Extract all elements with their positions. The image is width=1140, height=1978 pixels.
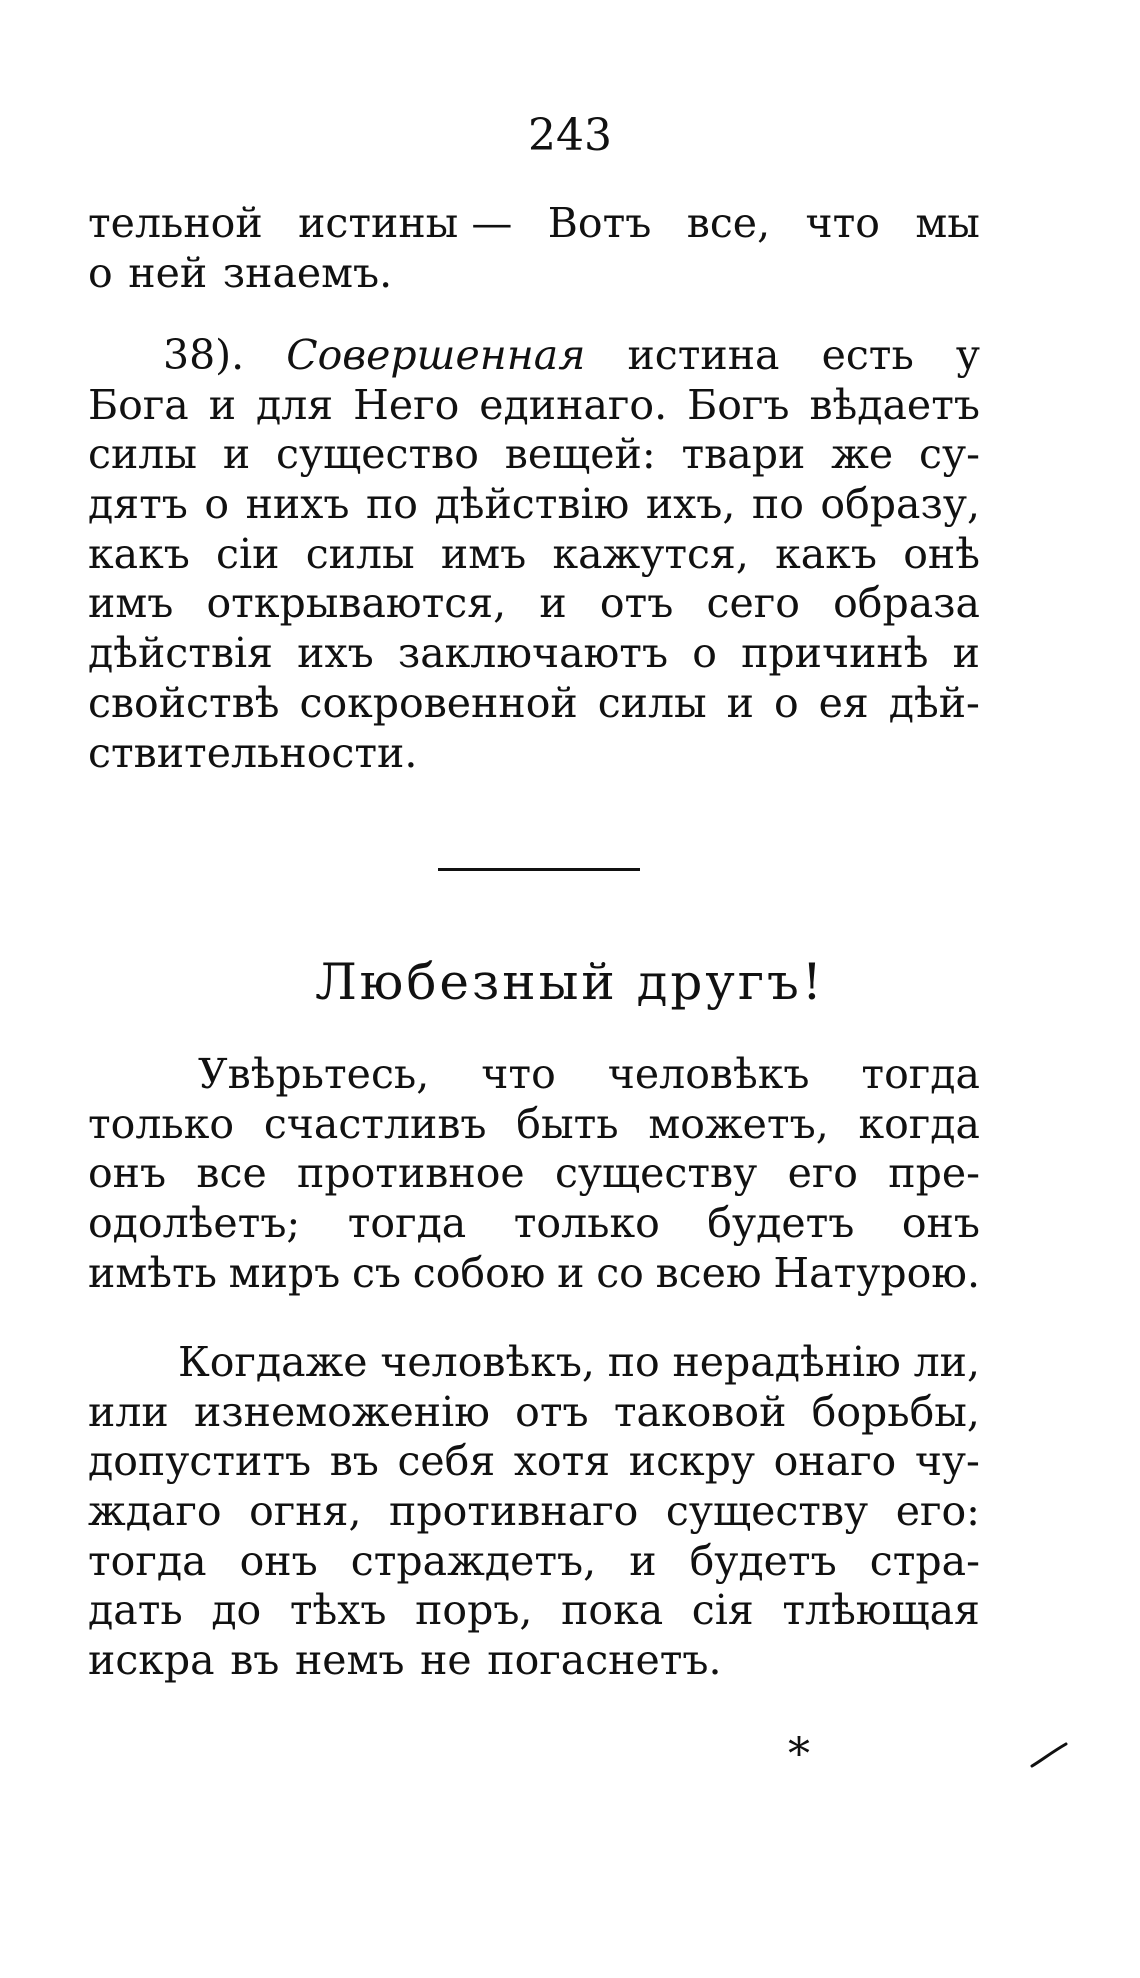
word: силы bbox=[305, 529, 415, 578]
word: Когдаже bbox=[178, 1338, 368, 1386]
word: борьбы, bbox=[811, 1387, 980, 1436]
word: силы bbox=[88, 430, 197, 479]
text-line bbox=[88, 480, 980, 530]
word: сокровенной bbox=[299, 678, 578, 727]
word: Него bbox=[353, 380, 460, 429]
word: дятъ bbox=[88, 480, 188, 529]
text-line bbox=[88, 1249, 980, 1299]
word: все, bbox=[686, 199, 771, 247]
word: погаснетъ. bbox=[487, 1636, 722, 1685]
word: все bbox=[196, 1149, 267, 1198]
word: по bbox=[365, 480, 418, 529]
word: открываются, bbox=[206, 579, 507, 628]
word: существу bbox=[665, 1487, 869, 1536]
word: ихъ bbox=[297, 629, 374, 678]
word: страждетъ, bbox=[350, 1536, 597, 1585]
word: сія bbox=[691, 1586, 754, 1635]
text-line bbox=[88, 430, 980, 480]
word: человѣкъ bbox=[607, 1050, 810, 1098]
word: его: bbox=[895, 1487, 980, 1536]
word: сіи bbox=[216, 529, 280, 578]
word: только bbox=[88, 1099, 235, 1148]
word: Богъ bbox=[687, 380, 790, 429]
word: о bbox=[204, 480, 230, 529]
word: тлѣющая bbox=[782, 1586, 980, 1635]
word: счастливъ bbox=[263, 1099, 487, 1148]
word: ея bbox=[818, 678, 869, 727]
word: дѣйствія bbox=[88, 629, 274, 678]
word: свойствѣ bbox=[88, 678, 280, 727]
word: для bbox=[256, 380, 334, 429]
word: хотя bbox=[513, 1437, 611, 1486]
word: ствительности. bbox=[88, 728, 418, 777]
word: истина bbox=[627, 331, 780, 379]
word: въ bbox=[230, 1636, 280, 1685]
word: со bbox=[596, 1248, 644, 1297]
word: съ bbox=[351, 1248, 402, 1297]
text-line bbox=[88, 1487, 980, 1537]
word: будетъ bbox=[689, 1536, 837, 1585]
word: и bbox=[726, 678, 754, 727]
text-line bbox=[88, 579, 980, 629]
text-line bbox=[88, 1338, 980, 1388]
word: человѣкъ, bbox=[380, 1338, 595, 1386]
word: искру bbox=[628, 1437, 756, 1486]
word: таковой bbox=[613, 1387, 787, 1436]
word: стра- bbox=[869, 1536, 980, 1585]
word: тѣхъ bbox=[289, 1586, 387, 1635]
word: по bbox=[607, 1338, 660, 1386]
word: и bbox=[952, 629, 980, 678]
ink-stroke-mark bbox=[1030, 1740, 1070, 1770]
word: сего bbox=[706, 579, 800, 628]
word: и bbox=[208, 380, 237, 429]
text-line bbox=[88, 1537, 980, 1587]
text-line bbox=[88, 1388, 980, 1438]
word: по bbox=[751, 480, 804, 529]
word: истины — bbox=[298, 199, 513, 247]
word: твари bbox=[681, 430, 806, 479]
word: быть bbox=[516, 1099, 619, 1148]
word: поръ, bbox=[415, 1586, 533, 1635]
word: дать bbox=[88, 1586, 183, 1635]
word: знаемъ. bbox=[222, 248, 393, 297]
word: онъ bbox=[901, 1199, 980, 1248]
word: не bbox=[420, 1636, 472, 1685]
word: какъ bbox=[775, 529, 877, 578]
word: онаго bbox=[773, 1437, 897, 1486]
letter-salutation: Любезный другъ! bbox=[315, 953, 825, 1011]
word: его bbox=[787, 1149, 858, 1198]
word: когда bbox=[858, 1099, 980, 1148]
word: вѣдаетъ bbox=[809, 380, 980, 429]
word: изнеможенію bbox=[193, 1387, 490, 1436]
word: образу, bbox=[820, 480, 980, 529]
word: что bbox=[805, 199, 880, 247]
word: отъ bbox=[515, 1387, 589, 1436]
word: противнаго bbox=[389, 1487, 639, 1536]
word: онѣ bbox=[903, 529, 980, 578]
word: ждаго bbox=[88, 1487, 222, 1536]
word: нерадѣнію bbox=[672, 1338, 901, 1386]
word: отъ bbox=[599, 579, 674, 628]
word: тогда bbox=[347, 1199, 467, 1248]
word: тогда bbox=[88, 1536, 207, 1585]
word: будетъ bbox=[707, 1199, 855, 1248]
word: и bbox=[557, 1248, 585, 1297]
text-line bbox=[88, 381, 980, 431]
word: Вотъ bbox=[547, 199, 652, 247]
word: дѣйствію bbox=[434, 480, 630, 529]
word: су- bbox=[918, 430, 980, 479]
word: о bbox=[88, 248, 113, 297]
word: можетъ, bbox=[648, 1099, 829, 1148]
word: существу bbox=[554, 1149, 758, 1198]
word: или bbox=[88, 1387, 169, 1436]
word: дѣй- bbox=[888, 678, 980, 727]
word: существо bbox=[276, 430, 479, 479]
word: что bbox=[481, 1050, 556, 1098]
text-line bbox=[88, 1100, 980, 1150]
word: у bbox=[955, 331, 980, 379]
word: ней bbox=[128, 248, 208, 297]
word: заключаютъ bbox=[397, 629, 669, 678]
text-line bbox=[88, 1437, 980, 1487]
word: тельной bbox=[88, 199, 263, 247]
word: и bbox=[629, 1536, 657, 1585]
paragraph-38 bbox=[88, 331, 980, 778]
word: чу- bbox=[914, 1437, 980, 1486]
word: Бога bbox=[88, 380, 189, 429]
word: противное bbox=[297, 1149, 525, 1198]
word: имѣть bbox=[88, 1248, 217, 1297]
text-line bbox=[88, 1586, 980, 1636]
word: Натурою. bbox=[773, 1248, 980, 1297]
text-line bbox=[88, 249, 980, 299]
word: немъ bbox=[294, 1636, 405, 1685]
asterisk-mark: * bbox=[788, 1729, 810, 1780]
word: тогда bbox=[861, 1050, 980, 1098]
word: есть bbox=[821, 331, 914, 379]
word: собою bbox=[412, 1248, 546, 1297]
word: искра bbox=[88, 1636, 215, 1685]
text-line bbox=[88, 729, 980, 779]
word: какъ bbox=[88, 529, 190, 578]
text-line bbox=[88, 1149, 980, 1199]
word: Увѣрьтесь, bbox=[198, 1050, 430, 1098]
word: причинѣ bbox=[741, 629, 929, 678]
word: 38). bbox=[163, 331, 245, 379]
word: о bbox=[692, 629, 717, 678]
text-line bbox=[88, 1199, 980, 1249]
word: только bbox=[513, 1199, 660, 1248]
word: о bbox=[773, 678, 799, 727]
word: кажутся, bbox=[552, 529, 749, 578]
word: и bbox=[539, 579, 567, 628]
word: же bbox=[831, 430, 894, 479]
word: одолѣетъ; bbox=[88, 1199, 301, 1248]
word: онъ bbox=[88, 1149, 167, 1198]
text-line bbox=[88, 1050, 980, 1100]
text-line bbox=[88, 1636, 980, 1686]
word: пре- bbox=[888, 1149, 980, 1198]
word: до bbox=[211, 1586, 262, 1635]
word: ихъ, bbox=[645, 480, 736, 529]
word: единаго. bbox=[479, 380, 668, 429]
word: образа bbox=[833, 579, 980, 628]
letter-paragraph-2 bbox=[88, 1338, 980, 1686]
word: въ bbox=[329, 1437, 379, 1486]
word: огня, bbox=[249, 1487, 362, 1536]
page-number: 243 bbox=[528, 110, 612, 161]
word: допуститъ bbox=[88, 1437, 312, 1486]
text-line bbox=[88, 679, 980, 729]
text-line bbox=[88, 629, 980, 679]
text-line bbox=[88, 199, 980, 249]
paragraph-continuation bbox=[88, 199, 980, 298]
word: силы bbox=[597, 678, 707, 727]
word: вещей: bbox=[504, 430, 656, 479]
letter-paragraph-1 bbox=[88, 1050, 980, 1298]
word: миръ bbox=[228, 1248, 341, 1297]
word: имъ bbox=[440, 529, 527, 578]
word: всею bbox=[655, 1248, 762, 1297]
word: Совершенная bbox=[286, 331, 586, 379]
text-line bbox=[88, 331, 980, 381]
word: нихъ bbox=[245, 480, 350, 529]
word: онъ bbox=[239, 1536, 318, 1585]
word: имъ bbox=[88, 579, 174, 628]
text-line bbox=[88, 530, 980, 580]
word: и bbox=[222, 430, 251, 479]
word: ли, bbox=[913, 1338, 980, 1386]
word: пока bbox=[561, 1586, 664, 1635]
section-divider bbox=[438, 868, 640, 871]
word: себя bbox=[397, 1437, 496, 1486]
word: мы bbox=[915, 199, 980, 247]
